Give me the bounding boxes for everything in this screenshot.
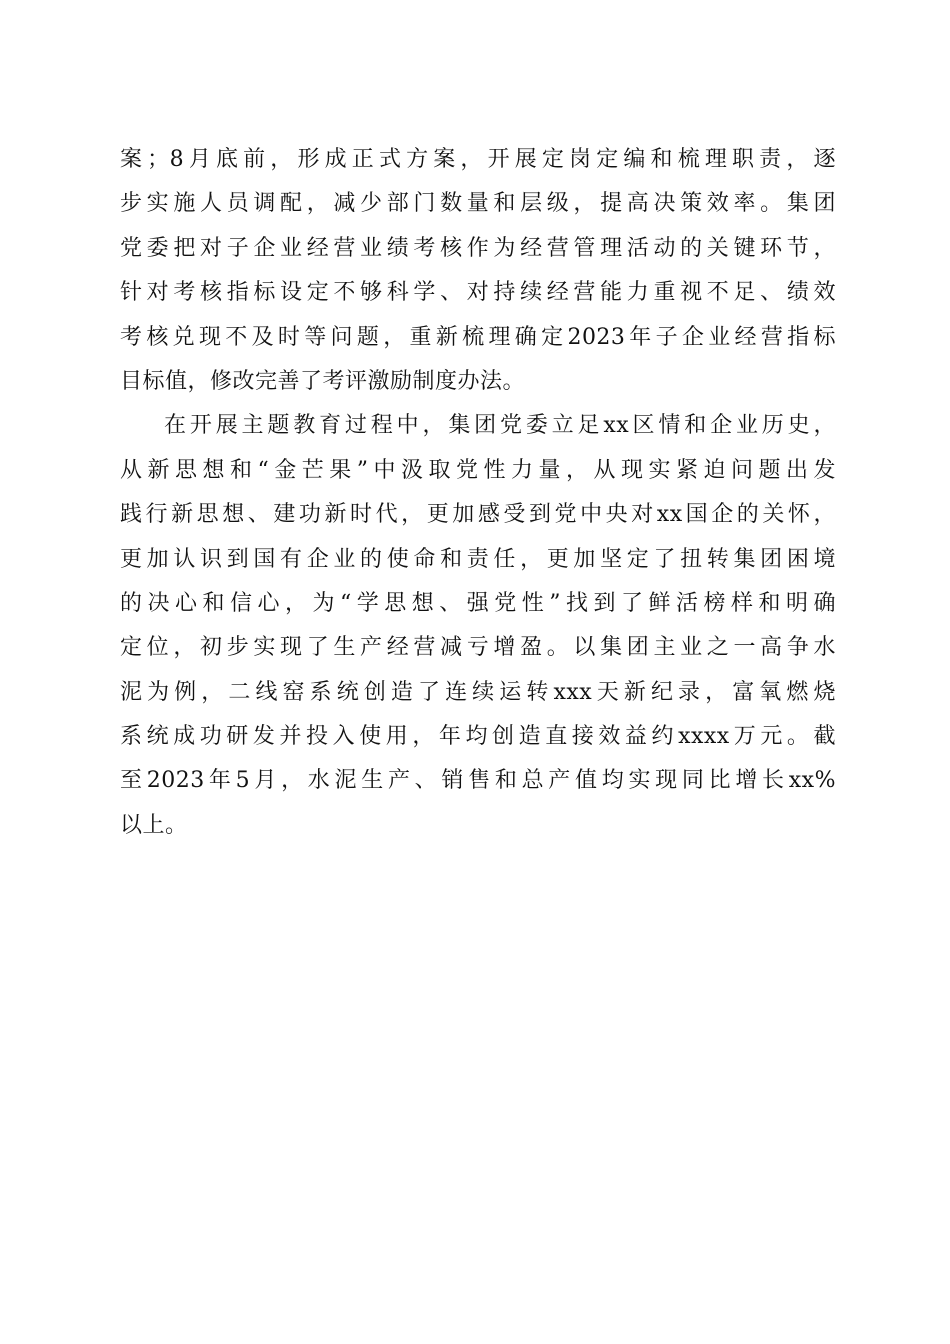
document-body — [120, 138, 836, 848]
text-line: 从新思想和“金芒果”中汲取党性力量，从现实紧迫问题出发 — [120, 457, 836, 483]
text-line: 以上。 — [120, 812, 188, 838]
paragraph-1 — [120, 138, 836, 404]
text-line: 目标值，修改完善了考评激励制度办法。 — [120, 368, 526, 394]
text-line: 的决心和信心，为“学思想、强党性”找到了鲜活榜样和明确 — [120, 590, 836, 616]
text-line: 党委把对子企业经营业绩考核作为经营管理活动的关键环节， — [120, 235, 836, 261]
text-line: 更加认识到国有企业的使命和责任，更加坚定了扭转集团困境 — [120, 546, 836, 572]
text-line: 考核兑现不及时等问题，重新梳理确定2023年子企业经营指标 — [120, 324, 836, 350]
text-line: 泥为例，二线窑系统创造了连续运转xxx天新纪录，富氧燃烧 — [120, 679, 836, 705]
text-line: 在开展主题教育过程中，集团党委立足xx区情和企业历史， — [164, 413, 836, 439]
paragraph-2 — [120, 404, 836, 848]
text-line: 践行新思想、建功新时代，更加感受到党中央对xx国企的关怀， — [120, 502, 836, 528]
text-line: 系统成功研发并投入使用，年均创造直接效益约xxxx万元。截 — [120, 724, 836, 750]
text-line: 案；8月底前，形成正式方案，开展定岗定编和梳理职责，逐 — [120, 147, 836, 172]
text-line: 定位，初步实现了生产经营减亏增盈。以集团主业之一高争水 — [120, 635, 836, 661]
text-line: 至2023年5月，水泥生产、销售和总产值均实现同比增长xx% — [120, 768, 836, 794]
text-line: 针对考核指标设定不够科学、对持续经营能力重视不足、绩效 — [120, 280, 836, 306]
text-line: 步实施人员调配，减少部门数量和层级，提高决策效率。集团 — [120, 191, 836, 217]
